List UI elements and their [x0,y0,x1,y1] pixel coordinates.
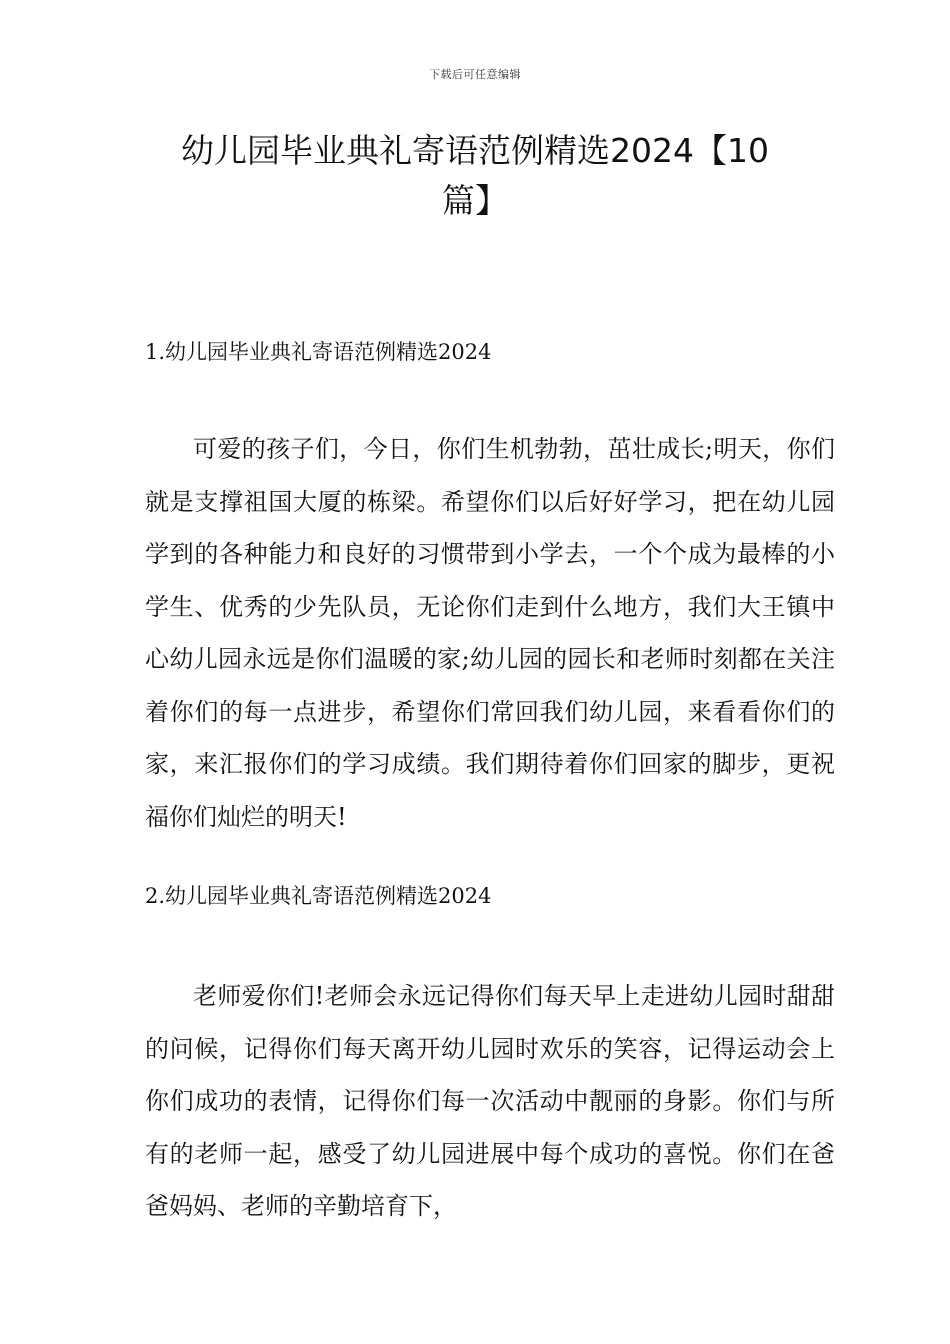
section-heading-2: 2.幼儿园毕业典礼寄语范例精选2024 [145,884,492,908]
document-title: 幼儿园毕业典礼寄语范例精选2024【10篇】 [181,131,769,220]
section-paragraph-1: 可爱的孩子们，今日，你们生机勃勃，茁壮成长;明天，你们就是支撑祖国大厦的栋梁。希望你们以后好好学习，把在幼儿园学到的各种能力和良好的习惯带到小学去，一个个成为最棒的小学生、优秀的少先队员，无论你们走到什么地方，我们大王镇中心幼儿园永远是你们温暖的家;幼儿园的园长和老师时刻都在关注着你们的每一点进步，希望你们常回我们幼儿园，来看看你们的家，来汇报你们的学习成绩。我们期待着你们回家的脚步，更祝福你们灿烂的明天! [145,435,835,831]
section-heading-1: 1.幼儿园毕业典礼寄语范例精选2024 [145,340,492,364]
header-note: 下载后可任意编辑 [429,68,521,81]
section-paragraph-2: 老师爱你们!老师会永远记得你们每天早上走进幼儿园时甜甜的问候，记得你们每天离开幼儿园时欢乐的笑容，记得运动会上你们成功的表情，记得你们每一次活动中靓丽的身影。你们与所有的老师一起，感受了幼儿园进展中每个成功的喜悦。你们在爸爸妈妈、老师的辛勤培育下， [145,982,835,1220]
